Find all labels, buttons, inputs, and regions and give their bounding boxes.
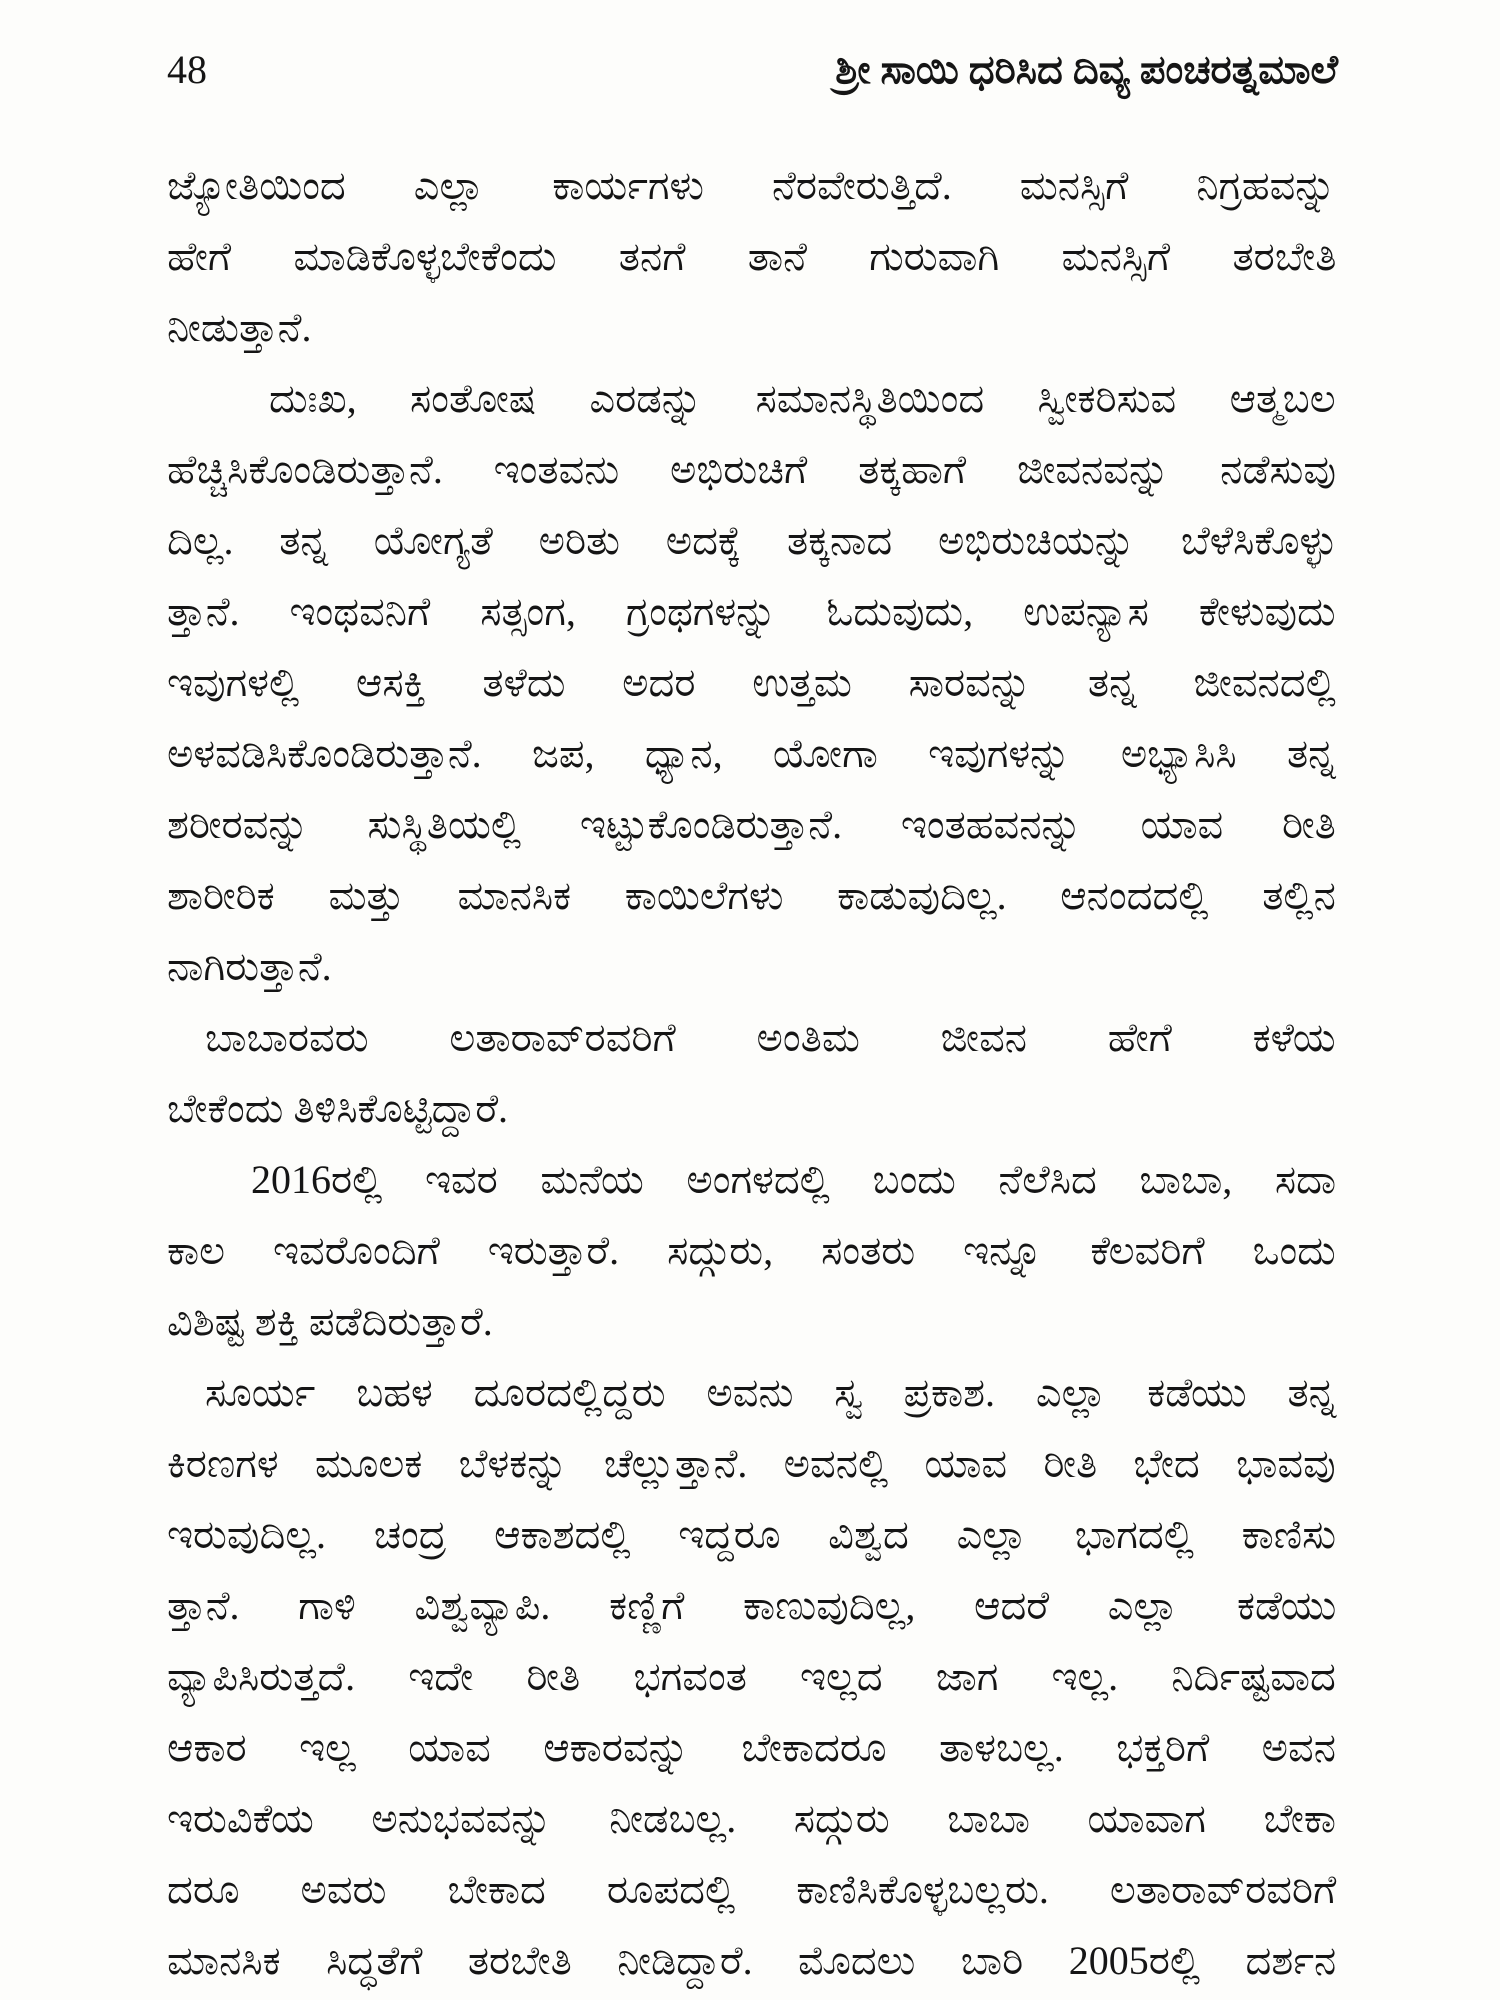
text-line-content: ಕಾಲ ಇವರೊಂದಿಗೆ ಇರುತ್ತಾರೆ. ಸದ್ಗುರು, ಸಂತರು ಇನ್ನೂ ಕೆಲವರಿಗೆ ಒಂದು [167,1228,1336,1273]
text-line [167,931,1338,1002]
text-line [167,1357,1338,1428]
text-line-content: ವಿಶಿಷ್ಟ ಶಕ್ತಿ ಪಡೆದಿರುತ್ತಾರೆ. [167,1299,493,1344]
text-line [167,1641,1338,1712]
text-line [167,1570,1338,1641]
text-line [167,292,1338,363]
text-line-content: ಅಳವಡಿಸಿಕೊಂಡಿರುತ್ತಾನೆ. ಜಪ, ಧ್ಯಾನ, ಯೋಗಾ ಇವುಗಳನ್ನು ಅಭ್ಯಾಸಿಸಿ ತನ್ನ [167,731,1336,776]
text-line [167,647,1338,718]
text-line-content: 2016ರಲ್ಲಿ ಇವರ ಮನೆಯ ಅಂಗಳದಲ್ಲಿ ಬಂದು ನೆಲೆಸಿದ ಬಾಬಾ, ಸದಾ [251,1157,1337,1202]
paragraph [167,1144,1338,1357]
text-line [167,1144,1338,1215]
text-line-content: ದರೂ ಅವರು ಬೇಕಾದ ರೂಪದಲ್ಲಿ ಕಾಣಿಸಿಕೊಳ್ಳಬಲ್ಲರು. ಲತಾರಾವ್‌ರವರಿಗೆ [167,1867,1337,1912]
text-line [167,505,1338,576]
text-line [167,1286,1338,1357]
text-line [167,1925,1338,1996]
text-line [167,1428,1338,1499]
body-text [167,150,1338,1996]
text-line [167,434,1338,505]
text-line [167,1712,1338,1783]
text-line [167,789,1338,860]
paragraph [167,363,1338,1002]
text-line-content: ನಾಗಿರುತ್ತಾನೆ. [167,944,332,989]
text-line-content: ದಿಲ್ಲ. ತನ್ನ ಯೋಗ್ಯತೆ ಅರಿತು ಅದಕ್ಕೆ ತಕ್ಕನಾದ ಅಭಿರುಚಿಯನ್ನು ಬೆಳೆಸಿಕೊಳ್ಳು [167,518,1337,563]
text-line-content: ಹೇಗೆ ಮಾಡಿಕೊಳ್ಳಬೇಕೆಂದು ತನಗೆ ತಾನೆ ಗುರುವಾಗಿ ಮನಸ್ಸಿಗೆ ತರಬೇತಿ [167,234,1337,279]
text-line [167,1783,1338,1854]
text-line [167,1499,1338,1570]
running-title-text: ಶ್ರೀ ಸಾಯಿ ಧರಿಸಿದ ದಿವ್ಯ ಪಂಚರತ್ನಮಾಲೆ [835,47,1338,92]
text-line-content: ಇರುವುದಿಲ್ಲ. ಚಂದ್ರ ಆಕಾಶದಲ್ಲಿ ಇದ್ದರೂ ವಿಶ್ವದ ಎಲ್ಲಾ ಭಾಗದಲ್ಲಿ ಕಾಣಿಸು [167,1512,1337,1557]
text-line-content: ವ್ಯಾಪಿಸಿರುತ್ತದೆ. ಇದೇ ರೀತಿ ಭಗವಂತ ಇಲ್ಲದ ಜಾಗ ಇಲ್ಲ. ನಿರ್ದಿಷ್ಟವಾದ [167,1654,1336,1699]
text-line-content: ಹೆಚ್ಚಿಸಿಕೊಂಡಿರುತ್ತಾನೆ. ಇಂತವನು ಅಭಿರುಚಿಗೆ ತಕ್ಕಹಾಗೆ ಜೀವನವನ್ನು ನಡೆಸುವು [167,447,1336,492]
page-header [167,38,1338,102]
text-line-content: ತ್ತಾನೆ. ಇಂಥವನಿಗೆ ಸತ್ಸಂಗ, ಗ್ರಂಥಗಳನ್ನು ಓದುವುದು, ಉಪನ್ಯಾಸ ಕೇಳುವುದು [167,589,1336,634]
text-line [167,1002,1338,1073]
text-line [167,1073,1338,1144]
text-line-content: ಜ್ಯೋತಿಯಿಂದ ಎಲ್ಲಾ ಕಾರ್ಯಗಳು ನೆರವೇರುತ್ತಿದೆ. ಮನಸ್ಸಿಗೆ ನಿಗ್ರಹವನ್ನು [167,163,1336,208]
text-line-content: ತ್ತಾನೆ. ಗಾಳಿ ವಿಶ್ವವ್ಯಾಪಿ. ಕಣ್ಣಿಗೆ ಕಾಣುವುದಿಲ್ಲ, ಆದರೆ ಎಲ್ಲಾ ಕಡೆಯು [167,1583,1337,1628]
text-line-content: ಶರೀರವನ್ನು ಸುಸ್ಥಿತಿಯಲ್ಲಿ ಇಟ್ಟುಕೊಂಡಿರುತ್ತಾನೆ. ಇಂತಹವನನ್ನು ಯಾವ ರೀತಿ [167,802,1336,847]
text-line-content: ಮಾನಸಿಕ ಸಿದ್ಧತೆಗೆ ತರಬೇತಿ ನೀಡಿದ್ದಾರೆ. ಮೊದಲು ಬಾರಿ 2005ರಲ್ಲಿ ದರ್ಶನ [167,1938,1337,1983]
text-line [167,150,1338,221]
text-line [167,718,1338,789]
text-line-content: ಬಾಬಾರವರು ಲತಾರಾವ್‌ರವರಿಗೆ ಅಂತಿಮ ಜೀವನ ಹೇಗೆ ಕಳೆಯ [205,1015,1336,1060]
running-title [398,38,1338,102]
text-line-content: ಆಕಾರ ಇಲ್ಲ ಯಾವ ಆಕಾರವನ್ನು ಬೇಕಾದರೂ ತಾಳಬಲ್ಲ. ಭಕ್ತರಿಗೆ ಅವನ [167,1725,1336,1770]
paragraph [167,1357,1338,1996]
text-line-content: ದುಃಖ, ಸಂತೋಷ ಎರಡನ್ನು ಸಮಾನಸ್ಥಿತಿಯಿಂದ ಸ್ವೀಕರಿಸುವ ಆತ್ಮಬಲ [269,376,1336,421]
text-line-content: ಶಾರೀರಿಕ ಮತ್ತು ಮಾನಸಿಕ ಕಾಯಿಲೆಗಳು ಕಾಡುವುದಿಲ್ಲ. ಆನಂದದಲ್ಲಿ ತಲ್ಲಿನ [167,873,1336,918]
text-line-content: ಸೂರ್ಯ ಬಹಳ ದೂರದಲ್ಲಿದ್ದರು ಅವನು ಸ್ವ ಪ್ರಕಾಶ. ಎಲ್ಲಾ ಕಡೆಯು ತನ್ನ [205,1370,1337,1415]
paragraph [167,1002,1338,1144]
text-line-content: ಇವುಗಳಲ್ಲಿ ಆಸಕ್ತಿ ತಳೆದು ಅದರ ಉತ್ತಮ ಸಾರವನ್ನು ತನ್ನ ಜೀವನದಲ್ಲಿ [167,660,1336,705]
text-line [167,860,1338,931]
text-line [167,221,1338,292]
text-line [167,1854,1338,1925]
text-line [167,1215,1338,1286]
text-line-content: ಕಿರಣಗಳ ಮೂಲಕ ಬೆಳಕನ್ನು ಚೆಲ್ಲುತ್ತಾನೆ. ಅವನಲ್ಲಿ ಯಾವ ರೀತಿ ಭೇದ ಭಾವವು [167,1441,1336,1486]
text-line-content: ಬೇಕೆಂದು ತಿಳಿಸಿಕೊಟ್ಟಿದ್ದಾರೆ. [167,1086,509,1131]
page-number-text: 48 [167,47,207,92]
text-line [167,363,1338,434]
text-line-content: ನೀಡುತ್ತಾನೆ. [167,305,312,350]
paragraph [167,150,1338,363]
text-line-content: ಇರುವಿಕೆಯ ಅನುಭವವನ್ನು ನೀಡಬಲ್ಲ. ಸದ್ಗುರು ಬಾಬಾ ಯಾವಾಗ ಬೇಕಾ [167,1796,1336,1841]
text-line [167,576,1338,647]
page-number [167,38,207,102]
